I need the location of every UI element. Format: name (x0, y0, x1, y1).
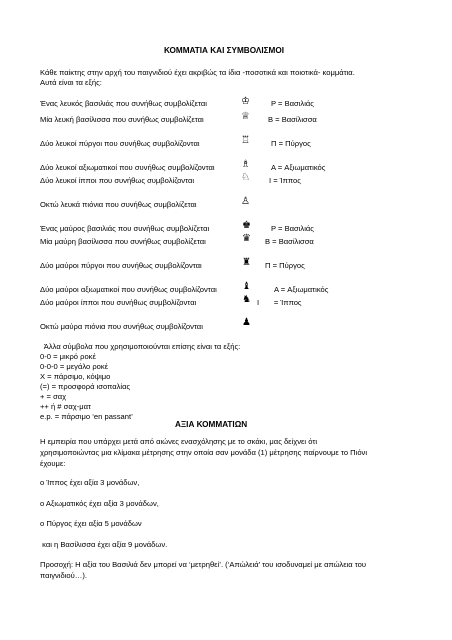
white-rook-icon: ♖ (241, 135, 250, 146)
black-bishop-text: Δύο μαύροι αξιωματικοί που συνήθως συμβολίζονται (40, 285, 217, 294)
symbol-line: ++ ή # σαχ-ματ (40, 402, 92, 411)
white-pawn-icon: ♙ (241, 196, 250, 207)
black-knight-icon: ♞ (242, 294, 251, 305)
symbol-line: e.p. = πάρσιμο ‘en passant’ (40, 412, 133, 421)
note-line: Προσοχή: Η αξία του Βασιλιά δεν μπορεί να ‘μετρηθεί’. (‘Απώλειά’ του ισοδυναμεί με απώλεια του (40, 560, 367, 569)
value-line: ο Αξιωματικός έχει αξία 3 μονάδων, (40, 499, 159, 508)
value-line: ο Πύργος έχει αξία 5 μονάδων (40, 519, 142, 528)
black-pawn-text: Οκτώ μαύρα πιόνια που συνήθως συμβολίζονται (40, 322, 203, 331)
black-bishop-icon: ♝ (242, 281, 251, 292)
white-knight-icon: ♘ (241, 172, 250, 183)
white-queen-symbol: B = Βασίλισσα (268, 115, 317, 124)
white-knight-symbol: I = Ίππος (269, 176, 301, 185)
black-bishop-symbol: A = Αξιωματικός (274, 285, 329, 294)
section-title: ΑΞΙΑ ΚΟΜΜΑΤΙΩΝ (175, 420, 248, 429)
value-intro-line: έχουμε: (40, 459, 66, 468)
white-rook-text: Δύο λευκοί πύργοι που συνήθως συμβολίζονται (40, 139, 200, 148)
white-bishop-text: Δύο λευκοί αξιωματικοί που συνήθως συμβολίζονται (40, 163, 215, 172)
black-queen-symbol: B = Βασίλισσα (265, 237, 314, 246)
intro-line: Αυτά είναι τα εξής: (40, 78, 102, 87)
black-king-icon: ♚ (242, 220, 251, 231)
note-line: παιγνιδιού…). (40, 571, 88, 580)
symbol-line: + = σαχ (40, 392, 67, 401)
symbol-line: 0-0-0 = μεγάλο ροκέ (40, 362, 109, 371)
white-bishop-icon: ♗ (241, 159, 250, 170)
black-king-text: Ένας μαύρος βασιλιάς που συνήθως συμβολίζεται (40, 224, 210, 233)
white-king-symbol: P = Βασιλιάς (271, 99, 314, 108)
symbol-line: 0-0 = μικρό ροκέ (40, 352, 96, 361)
value-intro-line: Η εμπειρία που υπάρχει μετά από αιώνες ενασχόλησης με το σκάκι, μας δείχνει ότι (40, 437, 318, 446)
black-knight-symbol: I = Ίππος (257, 298, 302, 307)
white-king-text: Ένας λευκός βασιλιάς που συνήθως συμβολίζεται (40, 99, 207, 108)
black-knight-text: Δύο μαύροι ίπποι που συνήθως συμβολίζονται (40, 298, 197, 307)
value-line: ο Ίππος έχει αξία 3 μονάδων, (40, 478, 140, 487)
value-intro-line: χρησιμοποιώντας μια κλίμακα μέτρησης στην οποία σαν μονάδα (1) μέτρησης παίρνουμε το Πιόνι (40, 448, 368, 457)
intro-line: Κάθε παίκτης στην αρχή του παιγνιδιού έχει ακριβώς τα ίδια -ποσοτικά και ποιοτικά- κομμάτια. (40, 68, 355, 77)
white-queen-text: Μία λευκή βασίλισσα που συνήθως συμβολίζεται (40, 115, 204, 124)
value-line: και η Βασίλισσα έχει αξία 9 μονάδων. (40, 540, 168, 549)
black-rook-icon: ♜ (242, 257, 251, 268)
black-queen-text: Μία μαύρη βασίλισσα που συνήθως συμβολίζεται (40, 237, 206, 246)
black-rook-text: Δύο μαύροι πύργοι που συνήθως συμβολίζονται (40, 261, 202, 270)
white-king-icon: ♔ (241, 96, 250, 107)
black-rook-symbol: Π = Πύργος (265, 261, 305, 270)
symbols-heading: Άλλα σύμβολα που χρησιμοποιούνται επίσης είναι τα εξής: (40, 342, 241, 351)
white-queen-icon: ♕ (241, 111, 250, 122)
symbol-line: X = πάρσιμο, κόψιμο (40, 372, 111, 381)
white-knight-text: Δύο λευκοί ίπποι που συνήθως συμβολίζονται (40, 176, 195, 185)
page-title: ΚΟΜΜΑΤΙΑ ΚΑΙ ΣΥΜΒΟΛΙΣΜΟΙ (164, 46, 284, 55)
white-rook-symbol: Π = Πύργος (271, 139, 311, 148)
white-pawn-text: Οκτώ λευκά πιόνια που συνήθως συμβολίζεται (40, 200, 197, 209)
symbol-line: (=) = προσφορά ισοπαλίας (40, 382, 131, 391)
black-queen-icon: ♛ (242, 233, 251, 244)
black-pawn-icon: ♟ (242, 317, 251, 328)
white-bishop-symbol: A = Αξιωματικός (271, 163, 326, 172)
black-king-symbol: P = Βασιλιάς (271, 224, 314, 233)
